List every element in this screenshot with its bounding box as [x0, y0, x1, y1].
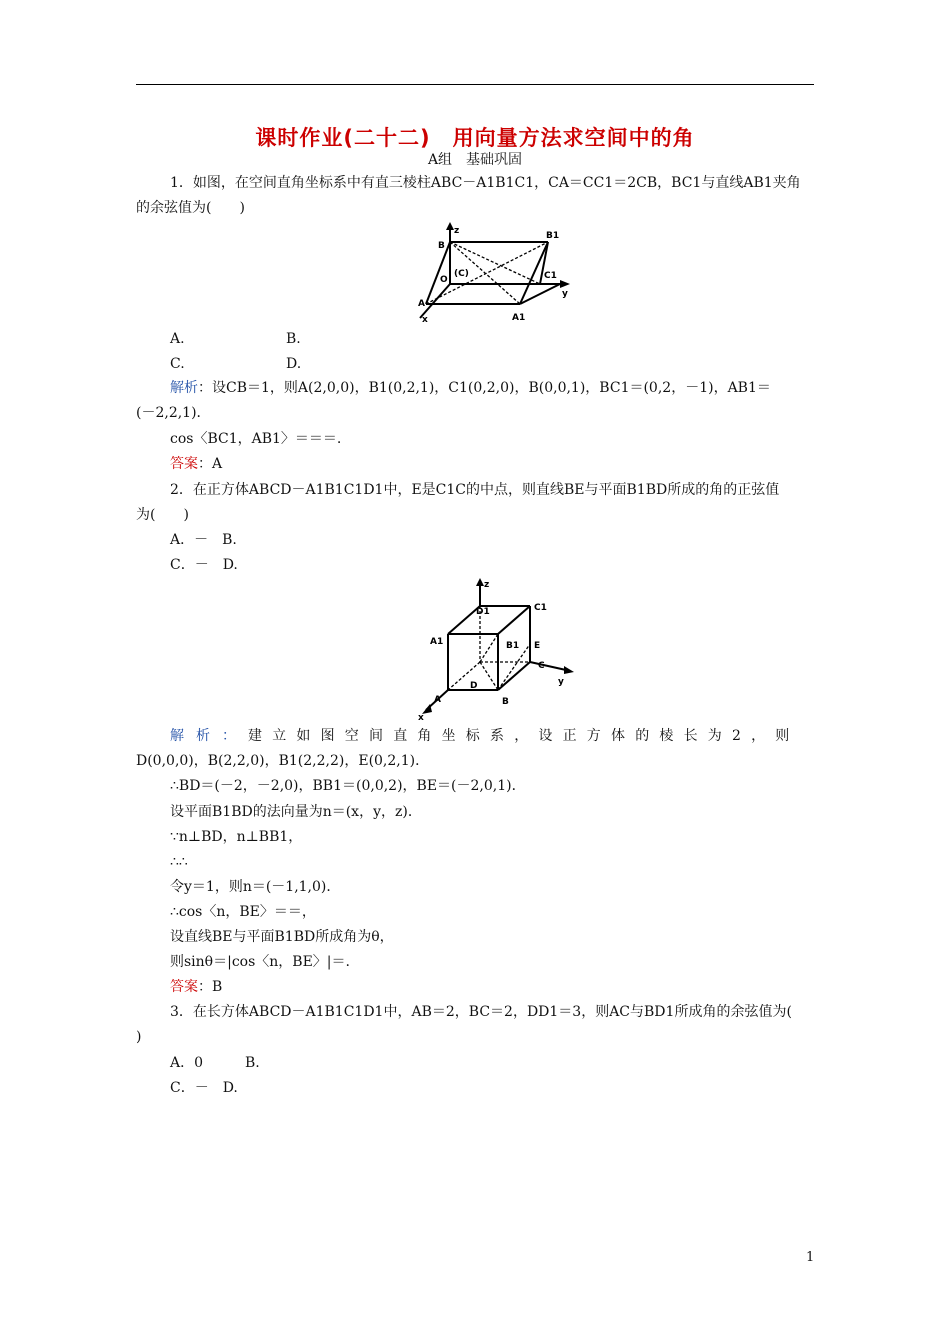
fig2-label-B: B — [502, 697, 509, 707]
q2-solution-line3: ∴BD＝(－2，－2,0)，BB1＝(0,0,2)，BE＝(－2,0,1)． — [170, 778, 526, 794]
q1-answer — [170, 455, 222, 473]
section-subtitle: A组 基础巩固 — [427, 152, 523, 168]
fig1-label-x: x — [422, 315, 428, 325]
fig1-label-z: z — [454, 226, 460, 236]
q2-answer — [170, 978, 222, 996]
q2-answer-label: 答案 — [170, 979, 198, 995]
q3-options-cd: C．－ D. — [170, 1080, 238, 1096]
fig2-label-C: C — [538, 661, 545, 671]
fig1-label-y: y — [562, 289, 568, 299]
q1-solution-text: ：设CB＝1，则A(2,0,0)，B1(0,2,1)，C1(0,2,0)，B(0,0,1)，BC1＝(0,2，－1)，AB1＝ — [198, 380, 771, 396]
q2-solution-label: 解析： — [170, 728, 248, 744]
fig2-label-E: E — [534, 641, 541, 651]
fig2-label-x: x — [418, 713, 424, 720]
q2-solution-line1 — [170, 727, 800, 745]
q2-answer-text: ：B — [198, 979, 223, 995]
q2-solution-line10: 则sinθ＝|cos〈n，BE〉|＝. — [170, 954, 350, 970]
q2-solution-line6: ∴∴ — [170, 854, 188, 870]
q3-line1: 3．在长方体ABCD－A1B1C1D1中，AB＝2，BC＝2，DD1＝3，则AC与BD1所成角的余弦值为( — [170, 1004, 792, 1020]
fig1-label-C1: C1 — [544, 271, 557, 281]
q2-solution-line8: ∴cos〈n，BE〉＝＝， — [170, 904, 316, 920]
page-number: 1 — [806, 1250, 815, 1265]
fig2-label-z: z — [484, 580, 490, 590]
q1-option-c: C. — [170, 356, 185, 372]
q1-option-b: B. — [286, 331, 301, 347]
fig2-label-D: D — [470, 681, 478, 691]
q2-line2: 为( ) — [136, 507, 189, 523]
q1-answer-text: ：A — [198, 456, 223, 472]
q2-solution-line9: 设直线BE与平面B1BD所成角为θ， — [170, 929, 394, 945]
fig2-label-D1: D1 — [476, 607, 490, 617]
fig2-label-A: A — [434, 695, 441, 705]
q2-solution-line7: 令y＝1，则n＝(－1,1,0)． — [170, 879, 341, 895]
q1-answer-label: 答案 — [170, 456, 198, 472]
q3-options-ab: A．0 B. — [170, 1055, 260, 1071]
fig1-label-B1: B1 — [546, 231, 560, 241]
fig2-label-B1: B1 — [506, 641, 520, 651]
q2-solution-text: 建立如图空间直角坐标系，设正方体的棱长为2，则 — [248, 728, 800, 744]
q1-solution-line2: (－2,2,1)． — [136, 405, 211, 421]
fig1-label-C: (C) — [454, 269, 469, 279]
q1-line1: 1．如图，在空间直角坐标系中有直三棱柱ABC－A1B1C1，CA＝CC1＝2CB，BC1与直线AB1夹角 — [170, 175, 801, 191]
figure-2-cube — [416, 578, 576, 720]
q2-options-cd: C．－ D. — [170, 557, 238, 573]
q2-solution-line2: D(0,0,0)，B(2,2,0)，B1(2,2,2)，E(0,2,1)． — [136, 753, 430, 769]
fig2-label-A1: A1 — [430, 637, 444, 647]
q2-options-ab: A．－ B. — [170, 532, 237, 548]
q1-solution-line3: cos〈BC1，AB1〉＝＝＝. — [170, 431, 342, 447]
q2-line1: 2．在正方体ABCD－A1B1C1D1中，E是C1C的中点，则直线BE与平面B1BD所成的角的正弦值 — [170, 482, 780, 498]
figure-1-prism — [410, 222, 575, 326]
q3-line2: ) — [136, 1029, 142, 1045]
top-rule — [136, 84, 814, 85]
q1-solution-label: 解析 — [170, 380, 198, 396]
page-title: 课时作业(二十二) 用向量方法求空间中的角 — [255, 126, 695, 150]
fig1-label-O: O — [440, 275, 448, 285]
fig2-label-C1: C1 — [534, 603, 547, 613]
fig1-label-A: A — [418, 299, 425, 309]
fig1-label-A1: A1 — [512, 313, 526, 323]
q2-solution-line5: ∵n⊥BD，n⊥BB1， — [170, 829, 303, 845]
q1-option-a: A. — [170, 331, 185, 347]
fig2-label-y: y — [558, 677, 564, 687]
q2-solution-line4: 设平面B1BD的法向量为n＝(x，y，z)． — [170, 804, 422, 820]
q1-solution-line1 — [170, 379, 771, 397]
fig1-label-B: B — [438, 241, 445, 251]
q1-line2: 的余弦值为( ) — [136, 200, 245, 216]
q1-option-d: D. — [286, 356, 302, 372]
